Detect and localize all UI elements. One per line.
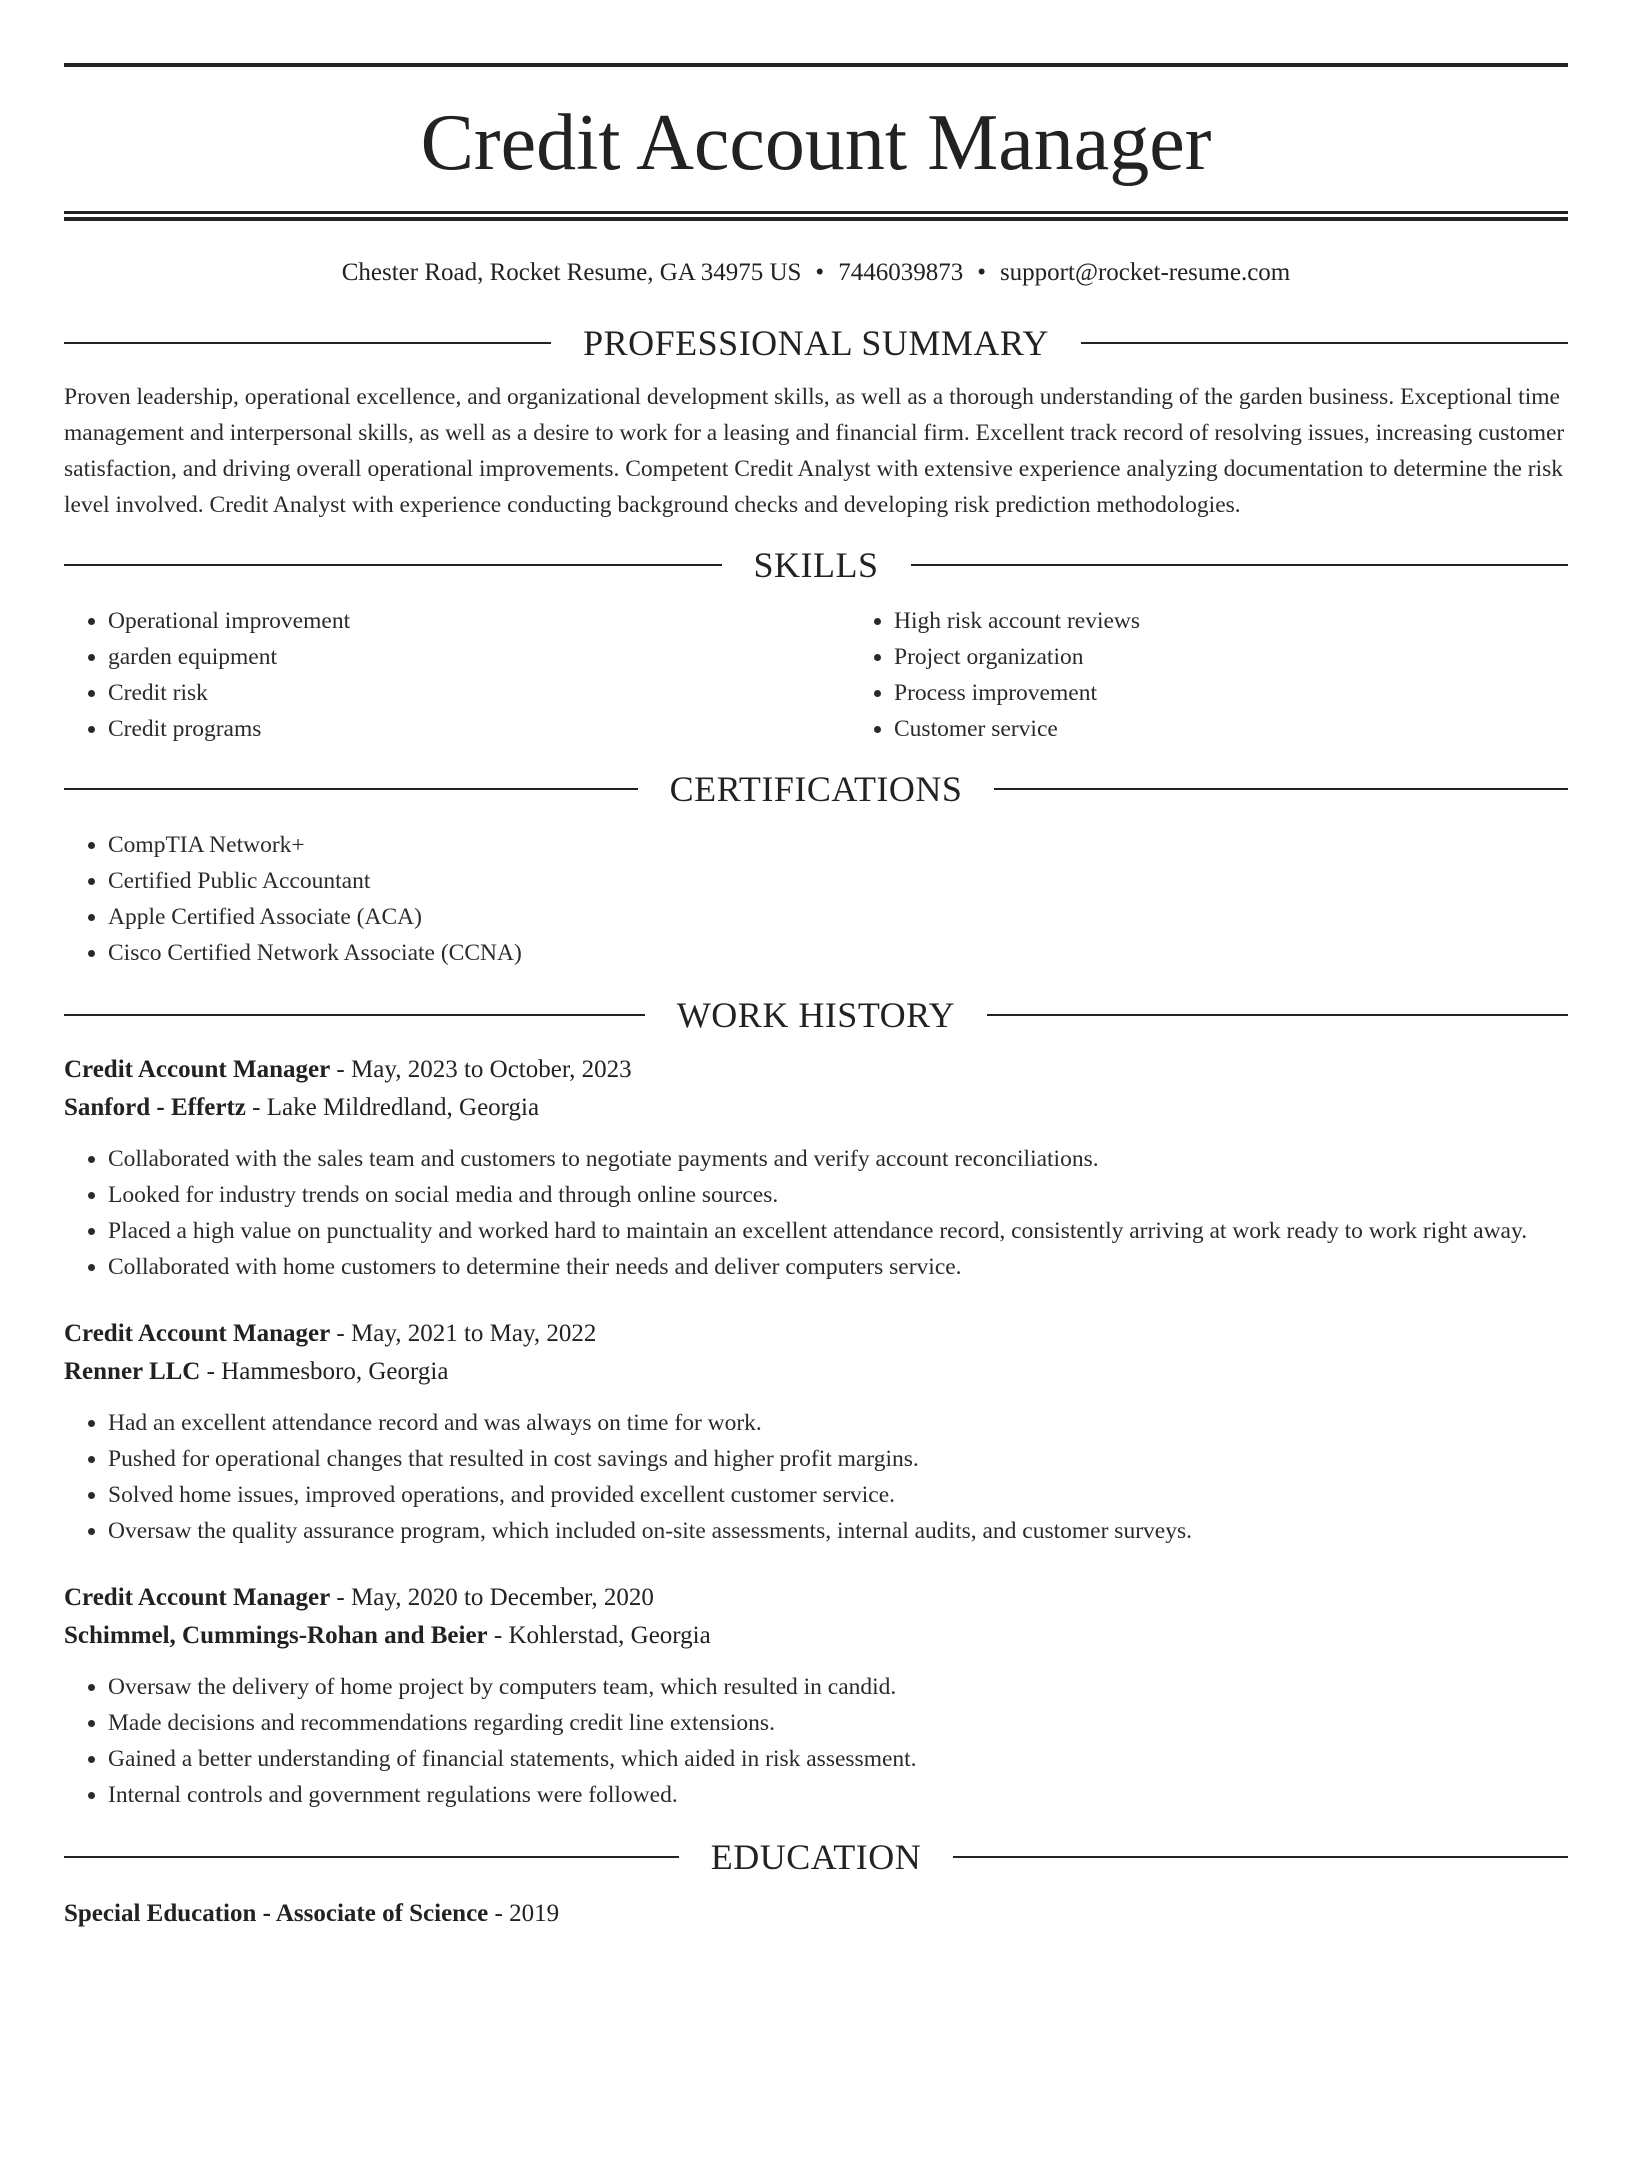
skill-item: • Operational improvement — [108, 603, 850, 639]
job-location: - Kohlerstad, Georgia — [487, 1622, 711, 1649]
skill-item: • Credit risk — [108, 675, 850, 711]
section-header-work-history — [64, 993, 1568, 1037]
section-rule — [987, 1014, 1568, 1016]
resume-page — [0, 63, 1632, 2175]
job-company-line — [64, 1089, 1568, 1127]
job-dates: - May, 2023 to October, 2023 — [330, 1056, 632, 1083]
job-bullet: • Internal controls and government regulations were followed. — [108, 1777, 1568, 1813]
job-title-line — [64, 1579, 1568, 1617]
job-bullets — [64, 1141, 1568, 1285]
section-rule — [64, 342, 551, 344]
job-title: Credit Account Manager — [64, 1056, 331, 1083]
job-bullets — [64, 1669, 1568, 1813]
skill-item: • Project organization — [894, 639, 1632, 675]
skills-list-left — [64, 603, 850, 747]
job-bullet: • Made decisions and recommendations regarding credit line extensions. — [108, 1705, 1568, 1741]
section-rule — [911, 564, 1569, 566]
certification-item: • Certified Public Accountant — [108, 863, 1568, 899]
contact-separator: • — [815, 259, 825, 286]
job-bullet: • Pushed for operational changes that resulted in cost savings and higher profit margins. — [108, 1441, 1568, 1477]
contact-phone: 7446039873 — [838, 259, 964, 286]
education-degree: Special Education - Associate of Science — [64, 1900, 489, 1927]
job-company: Sanford - Effertz — [64, 1094, 246, 1121]
job-company-line — [64, 1353, 1568, 1391]
section-header-education — [64, 1835, 1568, 1879]
section-rule — [64, 788, 638, 790]
skills-grid — [64, 603, 1568, 747]
job-company: Schimmel, Cummings-Rohan and Beier — [64, 1622, 488, 1649]
job-dates: - May, 2020 to December, 2020 — [330, 1584, 654, 1611]
job-title: Credit Account Manager — [64, 1320, 331, 1347]
job-entry — [64, 1315, 1568, 1549]
resume-title: Credit Account Manager — [420, 99, 1212, 187]
skills-list-right — [850, 603, 1632, 747]
top-rule — [64, 63, 1568, 67]
job-bullet: • Oversaw the quality assurance program, which included on-site assessments, internal audits, and customer surveys. — [108, 1513, 1568, 1549]
job-entry — [64, 1051, 1568, 1285]
contact-line — [64, 256, 1568, 290]
job-location: - Lake Mildredland, Georgia — [245, 1094, 540, 1121]
job-bullet: • Gained a better understanding of financial statements, which aided in risk assessment. — [108, 1741, 1568, 1777]
education-entry — [64, 1895, 1568, 1933]
job-bullet: • Oversaw the delivery of home project by computers team, which resulted in candid. — [108, 1669, 1568, 1705]
certification-item: • Apple Certified Associate (ACA) — [108, 899, 1568, 935]
contact-address: Chester Road, Rocket Resume, GA 34975 US — [341, 259, 802, 286]
section-rule — [1081, 342, 1568, 344]
job-bullet: • Looked for industry trends on social media and through online sources. — [108, 1177, 1568, 1213]
job-company-line — [64, 1617, 1568, 1655]
job-bullets — [64, 1405, 1568, 1549]
section-rule — [953, 1856, 1568, 1858]
section-rule — [64, 564, 722, 566]
skill-item: • garden equipment — [108, 639, 850, 675]
section-title: SKILLS — [753, 545, 879, 585]
section-title: PROFESSIONAL SUMMARY — [583, 323, 1049, 363]
contact-separator: • — [977, 259, 986, 286]
section-header-certifications — [64, 767, 1568, 811]
section-header-skills — [64, 543, 1568, 587]
job-title-line — [64, 1315, 1568, 1353]
skill-item: • Credit programs — [108, 711, 850, 747]
section-header-summary — [64, 321, 1568, 365]
job-bullet: • Collaborated with home customers to determine their needs and deliver computers service. — [108, 1249, 1568, 1285]
summary-text: Proven leadership, operational excellence, and organizational development skills, as well as a thorough understanding of the garden business. Exceptional time management and interpersonal skills, as well as a desire to work for a leasing and financial firm. Excellent track record of resolving issues, increasing customer satisfaction, and driving overall operational improvements. Competent Credit Analyst with extensive experience analyzing documentation to determine the risk level involved. Credit Analyst with experience conducting background checks and developing risk prediction methodologies. — [64, 384, 1565, 518]
job-bullet: • Solved home issues, improved operations, and provided excellent customer service. — [108, 1477, 1568, 1513]
job-title: Credit Account Manager — [64, 1584, 331, 1611]
job-entry — [64, 1579, 1568, 1813]
certification-item: • CompTIA Network+ — [108, 827, 1568, 863]
job-company: Renner LLC — [64, 1358, 201, 1385]
section-rule — [64, 1856, 679, 1858]
section-rule — [994, 788, 1568, 790]
section-rule — [64, 1014, 645, 1016]
skill-item: • High risk account reviews — [894, 603, 1632, 639]
certification-item: • Cisco Certified Network Associate (CCNA) — [108, 935, 1568, 971]
skill-item: • Process improvement — [894, 675, 1632, 711]
skill-item: • Customer service — [894, 711, 1632, 747]
education-year: - 2019 — [488, 1900, 560, 1927]
title-double-rule — [64, 211, 1568, 221]
section-title: CERTIFICATIONS — [669, 769, 963, 809]
section-title: WORK HISTORY — [676, 995, 956, 1035]
job-bullet: • Placed a high value on punctuality and worked hard to maintain an excellent attendance record, consistently arriving at work ready to work right away. — [108, 1213, 1568, 1249]
certifications-list — [64, 827, 1568, 971]
job-bullet: • Collaborated with the sales team and customers to negotiate payments and verify account reconciliations. — [108, 1141, 1568, 1177]
contact-email[interactable]: support@rocket-resume.com — [999, 259, 1291, 286]
job-bullet: • Had an excellent attendance record and was always on time for work. — [108, 1405, 1568, 1441]
job-location: - Hammesboro, Georgia — [200, 1358, 449, 1385]
section-title: EDUCATION — [710, 1837, 922, 1877]
job-title-line — [64, 1051, 1568, 1089]
job-dates: - May, 2021 to May, 2022 — [330, 1320, 597, 1347]
